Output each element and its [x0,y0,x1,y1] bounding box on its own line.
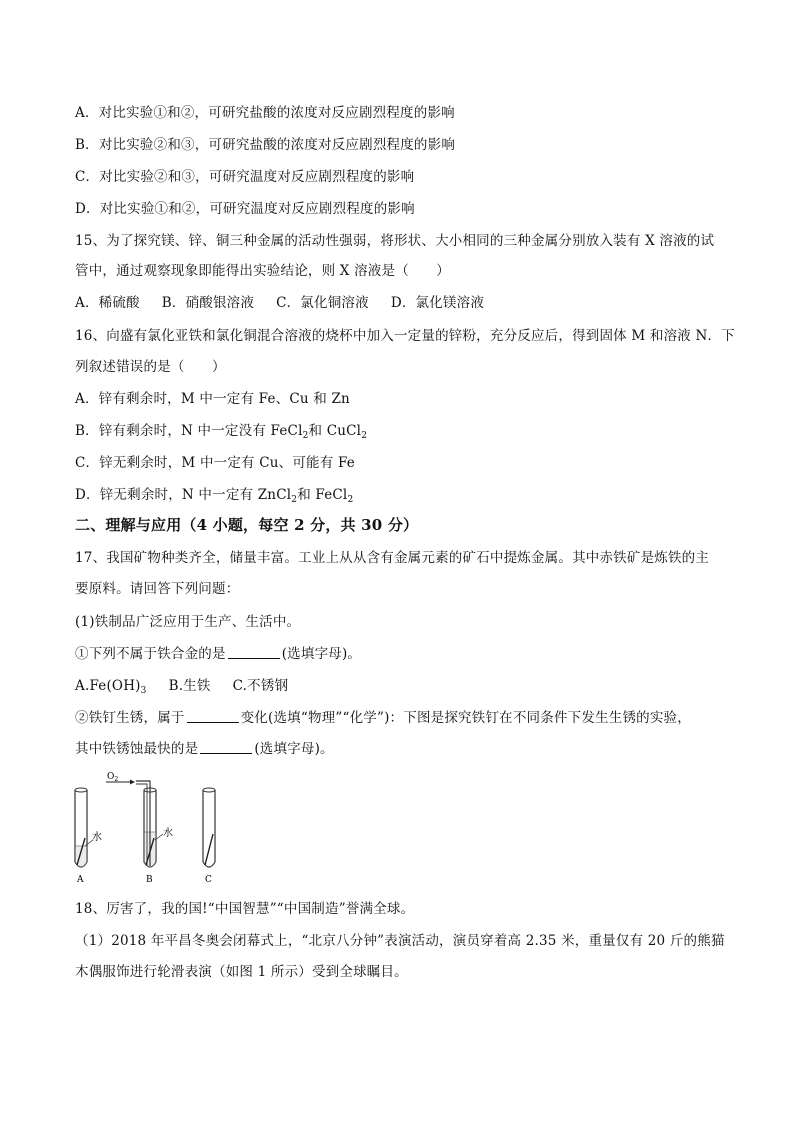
q14-option-d: D．对比实验①和②，可研究温度对反应剧烈程度的影响 [75,201,415,217]
test-tube-b [136,781,173,867]
q16-option-d: D．锌无剩余时，N 中一定有 ZnCl$_2$和 FeCl$_2$ [75,487,354,505]
q17-sub2-line1: ②铁钉生锈，属于 变化(选填“物理”“化学”)：下图是探究铁钉在不同条件下发生生锈的实验， [75,710,691,726]
q14-option-a: A．对比实验①和②，可研究盐酸的浓度对反应剧烈程度的影响 [75,105,455,121]
q16-option-c: C．锌无剩余时，M 中一定有 Cu、可能有 Fe [75,455,355,471]
answer-blank[interactable] [187,710,239,723]
q17-stem-line2: 要原料。请回答下列问题： [75,581,240,597]
q16-option-a: A．锌有剩余时，M 中一定有 Fe、Cu 和 Zn [75,391,350,407]
q17-stem-line1: 17、我国矿物种类齐全，储量丰富。工业上从从含有金属元素的矿石中提炼金属。其中赤铁矿是炼铁的主 [75,550,710,566]
tube-label-a: A [77,875,84,884]
q15-option-d: D．氯化镁溶液 [390,295,485,311]
q16-stem-line2: 列叙述错误的是（ ） [75,359,226,375]
q17-sub1: ①下列不属于铁合金的是 (选填字母)。 [75,646,362,662]
q17-sub1-options [75,677,288,695]
answer-blank[interactable] [200,741,252,754]
test-tube-c [203,788,215,867]
q14-option-b: B．对比实验②和③，可研究盐酸的浓度对反应剧烈程度的影响 [75,137,456,153]
q16-stem-line1: 16、向盛有氯化亚铁和氯化铜混合溶液的烧杯中加入一定量的锌粉，充分反应后，得到固体 M 和溶液 N．下 [75,328,735,344]
arrow-head [130,780,135,785]
q15-options [75,294,484,312]
q15-stem-line2: 管中，通过观察现象即能得出实验结论，则 X 溶液是（ ） [75,263,450,279]
tube-label-c: C [205,875,212,884]
q17-option-b: B.生铁 [168,678,211,694]
tube-label-b: B [146,875,153,884]
q15-option-b: B．硝酸银溶液 [161,295,255,311]
test-tube-a [75,788,102,867]
answer-blank[interactable] [228,646,280,659]
rust-experiment-figure [60,768,230,884]
q17-part1: (1)铁制品广泛应用于生产、生活中。 [75,614,301,630]
water-label-a: 水 [92,832,102,843]
q15-stem-line1: 15、为了探究镁、锌、铜三种金属的活动性强弱，将形状、大小相同的三种金属分别放入装有 X 溶液的试 [75,233,715,249]
q17-option-c: C.不锈钢 [232,678,289,694]
q18-stem: 18、厉害了，我的国!“中国智慧”“中国制造”誉满全球。 [75,901,415,917]
q17-option-a: $A.Fe(OH)_3$ [75,678,147,696]
q16-option-b: B．锌有剩余时，N 中一定没有 FeCl$_2$和 CuCl$_2$ [75,423,368,441]
q15-option-c: C．氯化铜溶液 [276,295,369,311]
q18-part1-line1: （1）2018 年平昌冬奥会闭幕式上，“北京八分钟”表演活动，演员穿着高 2.35 米，重量仅有 20 斤的熊猫 [75,933,725,949]
q14-option-c: C．对比实验②和③，可研究温度对反应剧烈程度的影响 [75,169,415,185]
q15-option-a: A．稀硫酸 [75,295,140,311]
section-2-title: 二、理解与应用（4 小题，每空 2 分，共 30 分） [75,516,419,534]
q18-part1-line2: 木偶服饰进行轮滑表演（如图 1 所示）受到全球瞩目。 [75,964,408,980]
q17-sub2-line2: 其中铁锈蚀最快的是 (选填字母)。 [75,741,334,757]
gas-label: $O_2$ [107,772,119,783]
water-label-b: 水 [163,828,173,839]
